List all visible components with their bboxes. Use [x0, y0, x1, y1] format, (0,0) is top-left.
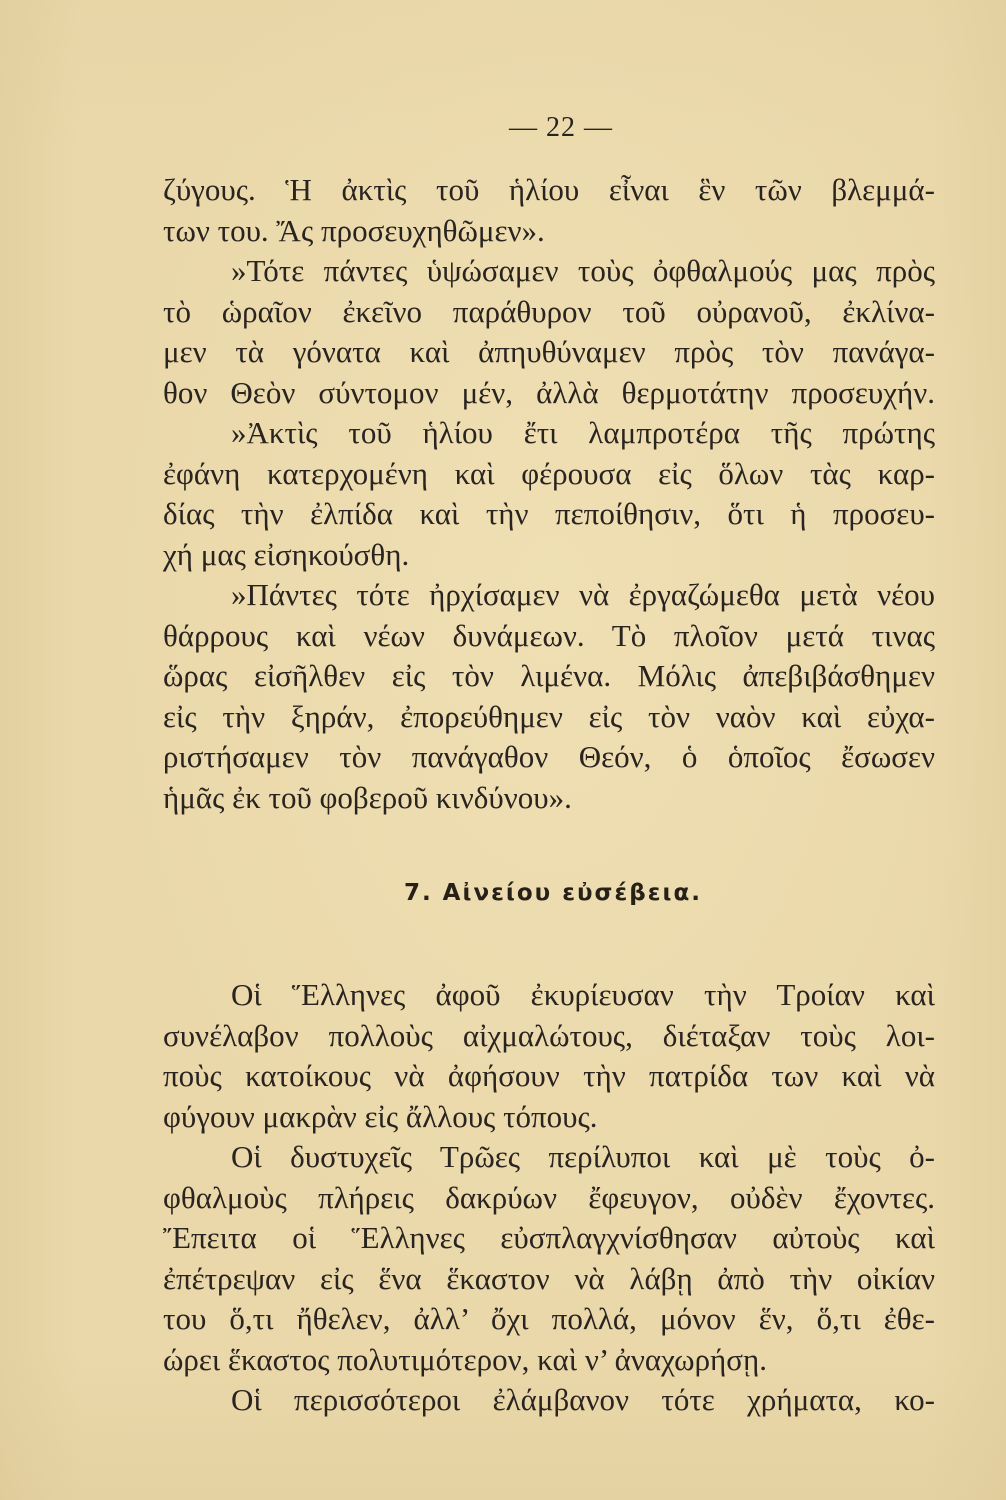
text-line: ώρει ἕκαστος πολυτιμότερον, καὶ ν’ ἀναχωρήσῃ. [163, 1341, 767, 1377]
text-line: Οἱ δυστυχεῖς Τρῶες περίλυποι καὶ μὲ τοὺς ὀ- [231, 1139, 935, 1174]
text-line: φύγουν μακρὰν εἰς ἄλλους τόπους. [163, 1098, 598, 1134]
text-line: φθαλμοὺς πλήρεις δακρύων ἔφευγον, οὐδὲν ἔχοντες. [163, 1179, 935, 1215]
text-line: του ὅ,τι ἤθελεν, ἀλλ’ ὄχι πολλά, μόνον ἕν, ὅ,τι ἐθε- [163, 1301, 935, 1336]
text-line: ὥρας εἰσῆλθεν εἰς τὸν λιμένα. Μόλις ἀπεβιβάσθημεν [163, 658, 935, 693]
text-line: Ἔπειτα οἱ Ἕλληνες εὐσπλαγχνίσθησαν αὐτοὺς καὶ [163, 1220, 935, 1255]
text-line: »Ἀκτὶς τοῦ ἡλίου ἔτι λαμπροτέρα τῆς πρώτης [231, 415, 935, 450]
section-text [163, 975, 935, 1421]
text-line: μεν τὰ γόνατα καὶ ἀπηυθύναμεν πρὸς τὸν πανάγα- [163, 334, 935, 369]
text-line: χή μας εἰσηκούσθη. [163, 536, 410, 572]
text-line: των του. Ἄς προσευχηθῶμεν». [163, 212, 545, 248]
text-line: Οἱ περισσότεροι ἐλάμβανον τότε χρήματα, κο- [231, 1382, 935, 1417]
section-heading: 7. Αἰνείου εὐσέβεια. [403, 880, 703, 906]
page-number: — 22 — [509, 112, 613, 143]
text-line: ποὺς κατοίκους νὰ ἀφήσουν τὴν πατρίδα των καὶ νὰ [163, 1058, 935, 1093]
text-line: »Τότε πάντες ὑψώσαμεν τοὺς ὀφθαλμούς μας πρὸς [231, 253, 935, 288]
text-line: τὸ ὡραῖον ἐκεῖνο παράθυρον τοῦ οὐρανοῦ, ἐκλίνα- [163, 293, 935, 329]
text-line: Οἱ Ἕλληνες ἀφοῦ ἐκυρίευσαν τὴν Τροίαν καὶ [231, 977, 935, 1012]
text-line: ἡμᾶς ἐκ τοῦ φοβεροῦ κινδύνου». [163, 779, 572, 815]
text-line: ἐπέτρεψαν εἰς ἕνα ἕκαστον νὰ λάβῃ ἀπὸ τὴν οἰκίαν [163, 1260, 935, 1296]
text-line: εἰς τὴν ξηράν, ἐπορεύθημεν εἰς τὸν ναὸν καὶ εὐχα- [163, 698, 935, 734]
text-line: ζύγους. Ἡ ἀκτὶς τοῦ ἡλίου εἶναι ἓν τῶν βλεμμά- [163, 172, 935, 207]
text-line: θον Θεὸν σύντομον μέν, ἀλλὰ θερμοτάτην προσευχήν. [163, 374, 935, 410]
text-line: »Πάντες τότε ἠρχίσαμεν νὰ ἐργαζώμεθα μετὰ νέου [231, 577, 935, 612]
text-line: θάρρους καὶ νέων δυνάμεων. Τὸ πλοῖον μετά τινας [163, 617, 935, 653]
text-line: ριστήσαμεν τὸν πανάγαθον Θεόν, ὁ ὁποῖος ἔσωσεν [163, 739, 935, 774]
story-continuation [163, 170, 935, 818]
text-line: συνέλαβον πολλοὺς αἰχμαλώτους, διέταξαν τοὺς λοι- [163, 1017, 935, 1053]
text-line: ἐφάνη κατερχομένη καὶ φέρουσα εἰς ὅλων τὰς καρ- [163, 455, 935, 491]
text-line: δίας τὴν ἐλπίδα καὶ τὴν πεποίθησιν, ὅτι ἡ προσευ- [163, 496, 935, 531]
